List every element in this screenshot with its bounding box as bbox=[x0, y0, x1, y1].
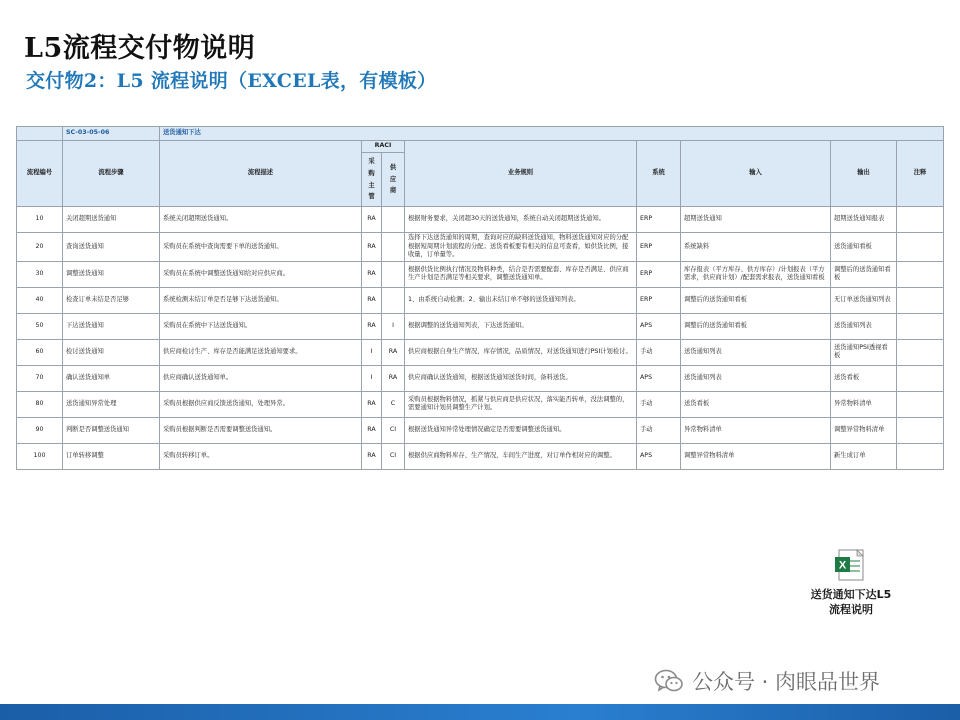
cell-step: 调整送货通知 bbox=[63, 261, 160, 287]
cell-rule: 供应商根据自身生产情况，库存情况，品质情况，对送货通知进行PSI计划检讨。 bbox=[405, 339, 637, 365]
cell-step: 关闭超期送货通知 bbox=[63, 207, 160, 233]
cell-system: APS bbox=[637, 365, 681, 391]
cell-note bbox=[897, 233, 944, 262]
cell-step: 确认送货通知单 bbox=[63, 365, 160, 391]
cell-input: 调整后的送货通知看板 bbox=[681, 287, 831, 313]
table-row bbox=[17, 417, 944, 443]
process-rows bbox=[17, 207, 944, 470]
header-raci-supplier: 供 应 商 bbox=[382, 153, 405, 207]
cell-rule: 选择下达送货通知的周期，查询对应的缺料送货通知，物料送货通知对应的分配根据短周期计划流程的分配；送货看板要有相关的信息可查看，如供货比例，接收量，订单量等。 bbox=[405, 233, 637, 262]
cell-output: 异常物料清单 bbox=[831, 391, 897, 417]
cell-input: 送货看板 bbox=[681, 391, 831, 417]
cell-system: 手动 bbox=[637, 339, 681, 365]
cell-input: 异常物料清单 bbox=[681, 417, 831, 443]
cell-step-no: 70 bbox=[17, 365, 63, 391]
watermark bbox=[654, 666, 880, 696]
cell-raci-buyer: RA bbox=[362, 233, 382, 262]
cell-output: 送货通知列表 bbox=[831, 313, 897, 339]
header-note: 注释 bbox=[897, 141, 944, 207]
attachment-caption[interactable] bbox=[796, 588, 906, 618]
cell-system: ERP bbox=[637, 287, 681, 313]
corner-cell bbox=[17, 127, 63, 141]
cell-system: ERP bbox=[637, 261, 681, 287]
cell-output: 新生成订单 bbox=[831, 443, 897, 469]
cell-input: 送货通知列表 bbox=[681, 339, 831, 365]
cell-raci-supplier bbox=[382, 261, 405, 287]
cell-rule: 根据供应商物料库存、生产情况，车间生产进度，对订单作相对应的调整。 bbox=[405, 443, 637, 469]
cell-step-no: 90 bbox=[17, 417, 63, 443]
cell-note bbox=[897, 443, 944, 469]
cell-step-no: 20 bbox=[17, 233, 63, 262]
cell-output: 送货通知PSI透视看板 bbox=[831, 339, 897, 365]
page-subtitle: 交付物2：L5 流程说明（EXCEL表，有模板） bbox=[26, 70, 437, 92]
wechat-icon bbox=[654, 668, 684, 694]
cell-system: 手动 bbox=[637, 391, 681, 417]
cell-step: 查询送货通知 bbox=[63, 233, 160, 262]
cell-raci-supplier: I bbox=[382, 313, 405, 339]
cell-step: 下达送货通知 bbox=[63, 313, 160, 339]
cell-input: 调整异常物料清单 bbox=[681, 443, 831, 469]
cell-desc: 供应商检讨生产、库存是否能满足送货通知要求。 bbox=[160, 339, 362, 365]
cell-desc: 供应商确认送货通知单。 bbox=[160, 365, 362, 391]
cell-rule: 1、由系统自动检测；2、输出未结订单不够的送货通知列表。 bbox=[405, 287, 637, 313]
cell-raci-buyer: I bbox=[362, 365, 382, 391]
bottom-accent-bar bbox=[0, 704, 960, 720]
table-row bbox=[17, 365, 944, 391]
cell-step-no: 80 bbox=[17, 391, 63, 417]
cell-raci-supplier: CI bbox=[382, 443, 405, 469]
cell-step: 检查订单未结是否足够 bbox=[63, 287, 160, 313]
header-system: 系统 bbox=[637, 141, 681, 207]
cell-desc: 系统关闭超期送货通知。 bbox=[160, 207, 362, 233]
cell-note bbox=[897, 287, 944, 313]
cell-input: 超期送货通知 bbox=[681, 207, 831, 233]
cell-note bbox=[897, 207, 944, 233]
header-raci-buyer: 采 购 主 管 bbox=[362, 153, 382, 207]
cell-step-no: 40 bbox=[17, 287, 63, 313]
table-row bbox=[17, 207, 944, 233]
cell-raci-buyer: RA bbox=[362, 391, 382, 417]
cell-rule: 采购员根据物料情况，抓紧与供应商是供应状况，落实能否转单，没法调整的，需要通知计划员调整生产计划。 bbox=[405, 391, 637, 417]
cell-raci-supplier bbox=[382, 233, 405, 262]
watermark-text: 公众号 · 肉眼品世界 bbox=[692, 670, 881, 694]
attachment-caption-line1: 送货通知下达L5 bbox=[810, 588, 892, 601]
cell-desc: 采购员根据判断是否需要调整送货通知。 bbox=[160, 417, 362, 443]
cell-step-no: 100 bbox=[17, 443, 63, 469]
header-step: 流程步骤 bbox=[63, 141, 160, 207]
table-row bbox=[17, 339, 944, 365]
cell-raci-buyer: I bbox=[362, 339, 382, 365]
header-input: 输入 bbox=[681, 141, 831, 207]
cell-desc: 系统检测未结订单是否足够下达送货通知。 bbox=[160, 287, 362, 313]
cell-note bbox=[897, 313, 944, 339]
cell-input: 送货通知列表 bbox=[681, 365, 831, 391]
cell-desc: 采购员在系统中下达送货通知。 bbox=[160, 313, 362, 339]
cell-rule: 根据调整的送货通知列表，下达送货通知。 bbox=[405, 313, 637, 339]
cell-step: 判断是否调整送货通知 bbox=[63, 417, 160, 443]
header-desc: 流程描述 bbox=[160, 141, 362, 207]
cell-system: ERP bbox=[637, 233, 681, 262]
table-row bbox=[17, 391, 944, 417]
cell-desc: 采购员在系统中调整送货通知给对应供应商。 bbox=[160, 261, 362, 287]
cell-output: 调整异常物料清单 bbox=[831, 417, 897, 443]
cell-step: 送货通知异常处理 bbox=[63, 391, 160, 417]
table-row bbox=[17, 443, 944, 469]
cell-raci-supplier: CI bbox=[382, 417, 405, 443]
cell-note bbox=[897, 365, 944, 391]
process-name: 送货通知下达 bbox=[160, 127, 944, 141]
cell-step-no: 50 bbox=[17, 313, 63, 339]
cell-raci-buyer: RA bbox=[362, 287, 382, 313]
cell-desc: 采购员在系统中查询需要下单的送货通知。 bbox=[160, 233, 362, 262]
cell-raci-buyer: RA bbox=[362, 207, 382, 233]
cell-output: 无订单送货通知列表 bbox=[831, 287, 897, 313]
cell-desc: 采购员根据供应商反馈送货通知，处理异常。 bbox=[160, 391, 362, 417]
table-row bbox=[17, 261, 944, 287]
cell-input: 库存报表（平方库存、供方库存）/计划报表（平方需求，供应商计划）/配套需求报表，送货通知看板 bbox=[681, 261, 831, 287]
cell-step: 检讨送货通知 bbox=[63, 339, 160, 365]
process-spreadsheet bbox=[16, 126, 944, 470]
cell-note bbox=[897, 417, 944, 443]
attachment-caption-line2: 流程说明 bbox=[829, 602, 873, 616]
cell-raci-buyer: RA bbox=[362, 417, 382, 443]
cell-rule: 供应商确认送货通知，根据送货通知送货时间，备料送货。 bbox=[405, 365, 637, 391]
cell-system: APS bbox=[637, 443, 681, 469]
process-code: SC-03-05-06 bbox=[63, 127, 160, 141]
page-title: L5流程交付物说明 bbox=[24, 33, 256, 64]
cell-input: 系统缺料 bbox=[681, 233, 831, 262]
table-row bbox=[17, 313, 944, 339]
cell-step-no: 60 bbox=[17, 339, 63, 365]
header-step-no: 流程编号 bbox=[17, 141, 63, 207]
svg-text:X: X bbox=[838, 559, 847, 572]
cell-raci-buyer: RA bbox=[362, 313, 382, 339]
cell-note bbox=[897, 391, 944, 417]
cell-raci-buyer: RA bbox=[362, 261, 382, 287]
cell-step-no: 30 bbox=[17, 261, 63, 287]
cell-output: 调整后的送货通知看板 bbox=[831, 261, 897, 287]
header-raci: RACI bbox=[362, 141, 405, 153]
cell-desc: 采购员转移订单。 bbox=[160, 443, 362, 469]
cell-raci-supplier: C bbox=[382, 391, 405, 417]
cell-system: ERP bbox=[637, 207, 681, 233]
cell-note bbox=[897, 261, 944, 287]
header-rule: 业务规则 bbox=[405, 141, 637, 207]
cell-system: APS bbox=[637, 313, 681, 339]
cell-raci-supplier: RA bbox=[382, 365, 405, 391]
cell-rule: 根据送货通知异常处理情况确定是否需要调整送货通知。 bbox=[405, 417, 637, 443]
cell-note bbox=[897, 339, 944, 365]
cell-input: 调整后的送货通知看板 bbox=[681, 313, 831, 339]
cell-step-no: 10 bbox=[17, 207, 63, 233]
table-row bbox=[17, 233, 944, 262]
table-row bbox=[17, 287, 944, 313]
cell-raci-buyer: RA bbox=[362, 443, 382, 469]
cell-system: 手动 bbox=[637, 417, 681, 443]
cell-raci-supplier bbox=[382, 287, 405, 313]
cell-output: 超期送货通知报表 bbox=[831, 207, 897, 233]
cell-output: 送货看板 bbox=[831, 365, 897, 391]
cell-raci-supplier: RA bbox=[382, 339, 405, 365]
header-output: 输出 bbox=[831, 141, 897, 207]
cell-raci-supplier bbox=[382, 207, 405, 233]
excel-file-icon[interactable] bbox=[826, 548, 876, 590]
cell-step: 订单转移调整 bbox=[63, 443, 160, 469]
cell-rule: 根据财务要求，关闭超30天的送货通知，系统自动关闭超期送货通知。 bbox=[405, 207, 637, 233]
cell-rule: 根据供货比例执行情况及物料种类，结合是否需要配套、库存是否满足、供应商生产计划是否满足等相关要求，调整送货通知单。 bbox=[405, 261, 637, 287]
cell-output: 送货通知看板 bbox=[831, 233, 897, 262]
